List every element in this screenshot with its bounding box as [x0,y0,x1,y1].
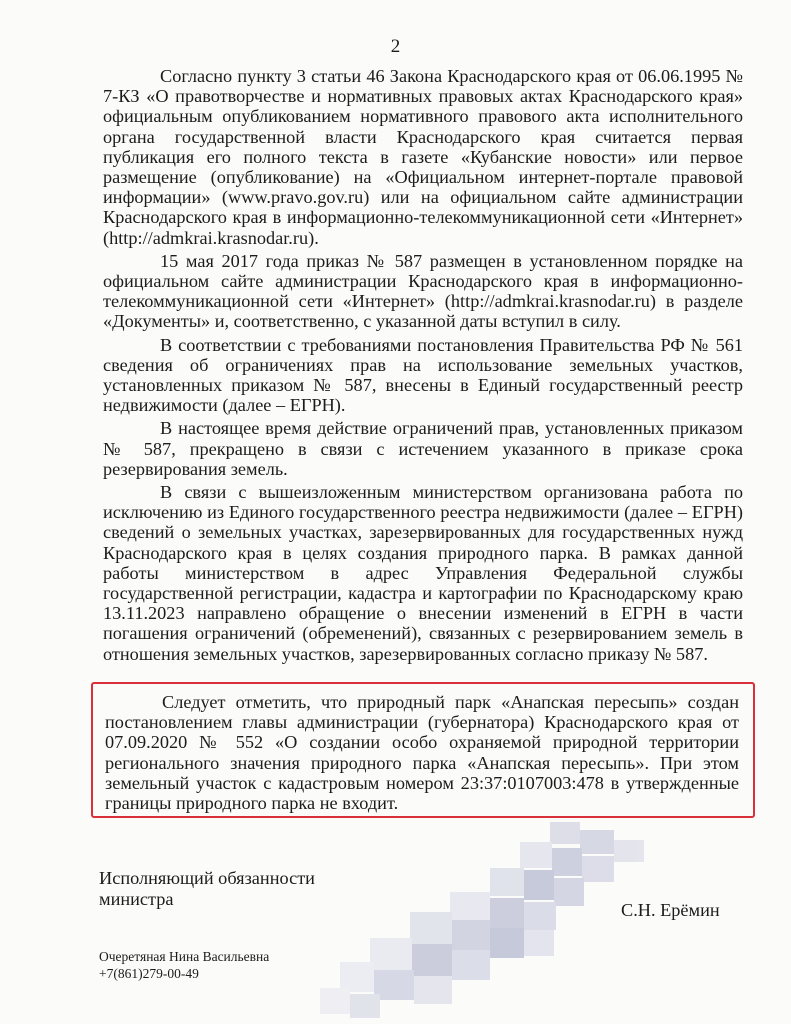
position-line-1: Исполняющий обязанности [99,868,315,888]
page-number: 2 [390,36,401,57]
signatory-name: С.Н. Ерёмин [621,900,720,920]
paragraph-nature-park: Следует отметить, что природный парк «Анапская пересыпь» создан постановлением главы администрации (губернатора) Краснодарского края от 07.09.2020 № 552 «О создании особо охраняемой природной территории регионального значения природного парка «Анапская пересыпь». При этом земельный участок с кадастровым номером 23:37:0107003:478 в утвержденные границы природного парка не входит. [105,692,739,814]
highlight-annotation-box [91,682,755,818]
paragraph-restrictions-terminated: В настоящее время действие ограничений прав, установленных приказом № 587, прекращено в связи с истечением указанного в приказе срока резервирования земель. [103,418,743,479]
signatory-position [99,868,315,910]
executor-block [99,948,269,982]
position-line-2: министра [99,889,174,909]
executor-name: Очеретяная Нина Васильевна [99,949,270,964]
paragraph-publication-law: Согласно пункту 3 статьи 46 Закона Краснодарского края от 06.06.1995 № 7-КЗ «О правотворчестве и нормативных правовых актах Краснодарского края» официальным опубликованием нормативного правового акта исполнительного органа государственной власти Краснодарского края считается первая публикация его полного текста в газете «Кубанские новости» или первое размещение (опубликование) на «Официальном интернет-портале правовой информации» (www.pravo.gov.ru) или на официальном сайте администрации Краснодарского края в информационно-телекоммуникационной сети «Интернет» (http://admkrai.krasnodar.ru). [103,66,743,248]
paragraph-order-587-published: 15 мая 2017 года приказ № 587 размещен в установленном порядке на официальном сайте администрации Краснодарского края в информационно-телекоммуникационной сети «Интернет» (http://admkrai.krasnodar.ru) в разделе «Документы» и, соответственно, с указанной даты вступил в силу. [103,250,743,332]
paragraph-ministry-work: В связи с вышеизложенным министерством организована работа по исключению из Единого государственного реестра недвижимости (далее – ЕГРН) сведений о земельных участках, зарезервированных для государственных нужд Краснодарского края в целях создания природного парка. В рамках данной работы министерством в адрес Управления Федеральной службы государственной регистрации, кадастра и картографии по Краснодарскому краю 13.11.2023 направлено обращение о внесении изменений в ЕГРН в части погашения ограничений (обременений), связанных с резервированием земель в отношения земельных участков, зарезервированных согласно приказу № 587. [103,482,743,664]
executor-phone: +7(861)279-00-49 [99,966,199,981]
letter-body [103,66,743,667]
paragraph-egrn-restrictions: В соответствии с требованиями постановления Правительства РФ № 561 сведения об ограничениях прав на использование земельных участков, установленных приказом № 587, внесены в Единый государственный реестр недвижимости (далее – ЕГРН). [103,334,743,416]
